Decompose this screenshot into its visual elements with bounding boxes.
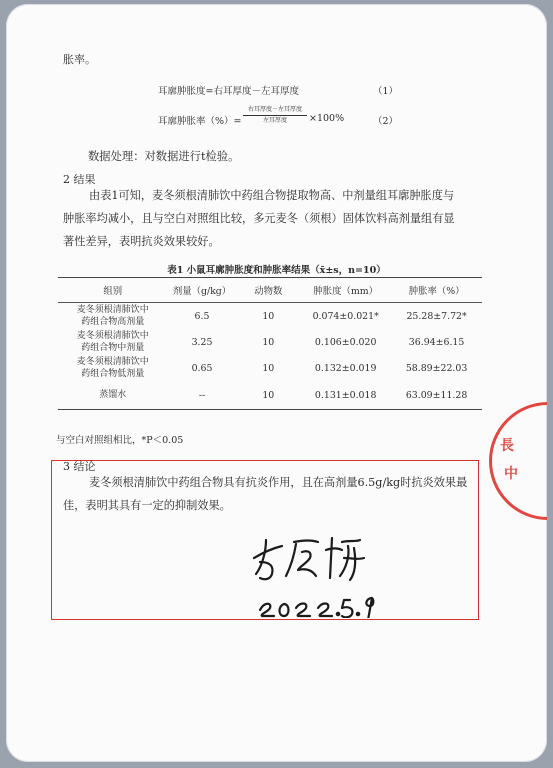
- formula-1-number: （1）: [373, 86, 399, 97]
- cell-group: 麦冬须根清肺饮中 药组合物低剂量: [76, 357, 149, 379]
- results-line-2: 肿胀率均减小，且与空白对照组比较，多元麦冬（须根）固体饮料高剂量组有显: [63, 212, 455, 225]
- table-row: [58, 355, 482, 381]
- cell-rate: 36.94±6.15: [408, 336, 465, 348]
- results-line-3: 著性差异，表明抗炎效果较好。: [63, 235, 220, 248]
- red-seal-stamp: [489, 402, 547, 520]
- formula-2-number: （2）: [373, 116, 399, 127]
- section-2-heading: 2 结果: [63, 173, 96, 186]
- header-group: 组别: [58, 278, 168, 303]
- signature-date-hidden: 2022.5.9: [248, 534, 253, 535]
- cell-animals: 10: [236, 381, 300, 410]
- table-header-row: [58, 278, 482, 303]
- seal-char-2: 中: [504, 466, 518, 482]
- cell-group: 蒸馏水: [58, 381, 168, 410]
- cell-swelling: 0.132±0.019: [314, 362, 377, 374]
- cell-dose: 0.65: [191, 362, 213, 374]
- cell-group: 麦冬须根清肺饮中 药组合物高剂量: [76, 305, 149, 327]
- table-row: [58, 303, 482, 330]
- header-rate: 肿胀率（%）: [391, 278, 482, 303]
- seal-char-1: 長: [500, 438, 514, 454]
- cell-swelling: 0.131±0.018: [300, 381, 391, 410]
- formula-2-fraction: [243, 106, 307, 125]
- formula-1: 耳廓肿胀度=右耳厚度－左耳厚度: [158, 86, 299, 97]
- header-dose: 剂量（g/kg）: [168, 278, 237, 303]
- table-note: 与空白对照组相比，*P＜0.05: [56, 435, 184, 446]
- section-3-heading: 3 结论: [63, 460, 96, 473]
- document-page: [6, 4, 547, 762]
- conclusion-line-2: 佳，表明其具有一定的抑制效果。: [63, 499, 231, 512]
- cell-animals: 10: [262, 310, 275, 322]
- formula-2-tail: ×100%: [309, 113, 345, 124]
- table-row: [58, 329, 482, 355]
- text-fragment: 胀率。: [63, 53, 96, 66]
- cell-rate: 63.09±11.28: [391, 381, 482, 410]
- table-caption: 表1 小鼠耳廓肿胀度和肿胀率结果（x̄±s，n=10）: [167, 265, 386, 276]
- fraction-numerator: 右耳厚度－左耳厚度: [247, 106, 302, 113]
- cell-rate: 25.28±7.72*: [406, 310, 467, 322]
- formula-2-lhs: 耳廓肿胀率（%）=: [158, 116, 242, 127]
- handwritten-signature: [246, 528, 386, 618]
- cell-swelling: 0.074±0.021*: [312, 310, 379, 322]
- cell-animals: 10: [262, 362, 275, 374]
- header-swelling: 肿胀度（mm）: [300, 278, 391, 303]
- cell-swelling: 0.106±0.020: [314, 336, 377, 348]
- fraction-denominator: 左耳厚度: [262, 117, 287, 124]
- results-line-1: 由表1可知，麦冬须根清肺饮中药组合物提取物高、中剂量组耳廓肿胀度与: [89, 189, 455, 202]
- conclusion-line-1: 麦冬须根清肺饮中药组合物具有抗炎作用，且在高剂量6.5g/kg时抗炎效果最: [89, 476, 468, 489]
- data-processing-line: 数据处理：对数据进行t检验。: [88, 150, 240, 163]
- results-paragraph: [63, 184, 493, 253]
- cell-dose: --: [168, 381, 237, 410]
- conclusion-paragraph: [63, 471, 483, 517]
- signature-name-hidden: 方医祥: [248, 532, 251, 533]
- cell-rate: 58.89±22.03: [405, 362, 468, 374]
- header-animals: 动物数: [236, 278, 300, 303]
- cell-dose: 3.25: [191, 336, 213, 348]
- cell-animals: 10: [262, 336, 275, 348]
- cell-dose: 6.5: [194, 310, 210, 322]
- table-row: [58, 381, 482, 410]
- cell-group: 麦冬须根清肺饮中 药组合物中剂量: [76, 331, 149, 353]
- results-table: [58, 277, 482, 410]
